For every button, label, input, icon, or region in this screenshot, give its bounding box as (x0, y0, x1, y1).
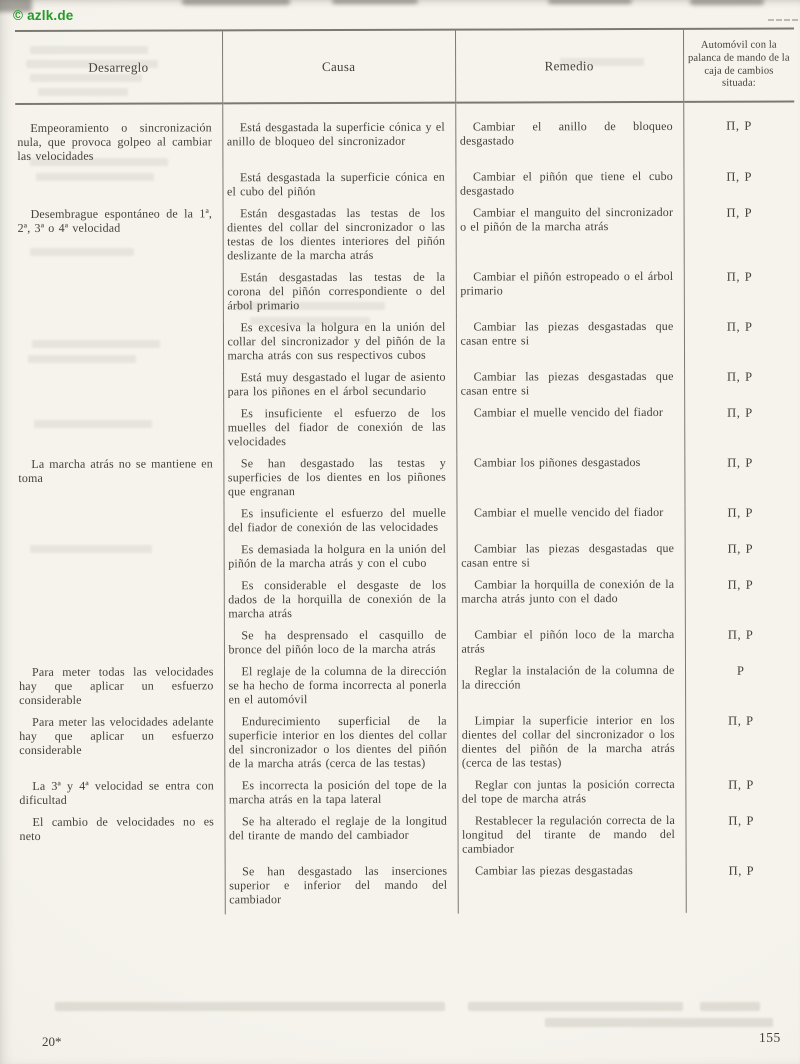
bleed-through (468, 1002, 683, 1011)
cell-causa: Está desgastada la superficie cónica en el cubo del piñón (222, 170, 455, 207)
cell-desarreglo (15, 170, 222, 207)
cell-remedio: Cambiar el piñón que tiene el cubo desgastado (455, 169, 683, 206)
cell-lever-position: П, Р (684, 319, 795, 369)
cell-desarreglo: El cambio de velocidades no es neto (19, 814, 215, 843)
cell-causa: Es insuficiente el esfuerzo del muelle del fiador de conexión de las velocidades (223, 506, 456, 543)
bleed-through (55, 1002, 445, 1011)
cell-desarreglo (16, 270, 223, 321)
cell-causa: Es incorrecta la posición del tope de la marcha atrás en la tapa lateral (224, 778, 457, 815)
cell-desarreglo (16, 320, 223, 371)
cell-causa: Es insuficiente el esfuerzo de los muelles del fiador de conexión de las velocidades (223, 406, 456, 457)
cell-desarreglo (16, 406, 223, 457)
cell-desarreglo (17, 628, 224, 665)
cell-causa: El reglaje de la columna de la dirección se ha hecho de forma incorrecta al ponerla en el automóvil (224, 664, 457, 715)
cell-lever-position: П, Р (684, 455, 795, 505)
cell-lever-position: П, Р (685, 627, 796, 663)
cell-lever-position: П, Р (684, 405, 795, 455)
cell-causa: Es demasiada la holgura en la unión del piñón de la marcha atrás y con el cubo (224, 542, 457, 579)
page-number: 155 (759, 1030, 781, 1045)
cell-remedio: Cambiar la horquilla de conexión de la marcha atrás junto con el dado (457, 577, 685, 628)
table-row (17, 663, 796, 715)
cell-lever-position: П, Р (684, 269, 795, 319)
table-row (17, 713, 796, 779)
cell-lever-position: П, Р (683, 102, 794, 169)
table-row (17, 577, 796, 629)
table-row (16, 505, 795, 543)
scan-artifact (182, 0, 290, 5)
cell-lever-position: Р (685, 663, 796, 713)
cell-desarreglo: Para meter las velocidades adelante hay que aplicar un esfuerzo considerable (19, 714, 214, 757)
cell-remedio: Cambiar el muelle vencido del fiador (456, 505, 684, 542)
cell-remedio: Cambiar el anillo de bloqueo desgastado (455, 102, 683, 170)
chapter-signature: 20* (42, 1034, 62, 1049)
cell-desarreglo (17, 578, 224, 629)
cell-desarreglo: Desembrague espontáneo de la 1ª, 2ª, 3ª o 4ª velocidad (17, 206, 213, 235)
troubleshooting-table-wrap (15, 28, 797, 915)
cell-lever-position: П, Р (686, 863, 797, 913)
cell-causa: Endurecimiento superficial de la superficie interior en los dientes del collar del sincronizador o los dientes del piñón de la marcha atrás (cerca de las testas) (224, 714, 457, 779)
table-row (15, 102, 794, 171)
col-header-causa: Causa (222, 30, 455, 104)
cell-remedio: Cambiar las piezas desgastadas que casan entre si (456, 369, 684, 406)
cell-lever-position: П, Р (684, 369, 795, 405)
cell-desarreglo: Para meter todas las velocidades hay que aplicar un esfuerzo considerable (19, 664, 214, 707)
cell-desarreglo (17, 542, 224, 579)
cell-desarreglo (18, 864, 225, 915)
cell-causa: Está muy desgastado el lugar de asiento para los piñones en el árbol secundario (223, 370, 456, 407)
cell-remedio: Cambiar el piñón loco de la marcha atrás (457, 627, 685, 664)
cell-causa: Se han desgastado las inserciones superior e inferior del mando del cambiador (225, 864, 458, 915)
cell-remedio: Cambiar las piezas desgastadas (458, 863, 686, 914)
cell-remedio: Reglar la instalación de la columna de la dirección (457, 663, 685, 714)
cell-desarreglo (16, 370, 223, 407)
cell-lever-position: П, Р (684, 505, 795, 541)
col-header-remedio: Remedio (455, 29, 683, 103)
cell-desarreglo: La marcha atrás no se mantiene en toma (18, 456, 213, 485)
table-row (16, 269, 795, 321)
cell-remedio: Cambiar los piñones desgastados (456, 455, 684, 506)
cell-causa: Es considerable el desgaste de los dados de la horquilla de conexión de la marcha atrás (224, 578, 457, 629)
table-row (16, 369, 795, 407)
cell-causa: Se ha alterado el reglaje de la longitud del tirante de mando del cambiador (224, 814, 457, 865)
watermark: © azlk.de (13, 8, 74, 23)
cell-remedio: Restablecer la regulación correcta de la longitud del tirante de mando del cambiador (457, 813, 685, 864)
table-body (15, 102, 797, 915)
cell-causa: Se han desgastado las testas y superficies de los dientes en los piñones que engranan (223, 456, 456, 507)
table-row (16, 455, 795, 507)
col-header-lever-position: Automóvil con la palanca de mando de la caja de cambios situada: (683, 29, 794, 102)
cell-lever-position: П, Р (685, 777, 796, 813)
col-header-desarreglo: Desarreglo (15, 30, 222, 104)
cell-causa: Están desgastadas las testas de los dientes del collar del sincronizador o las testas de los dientes interiores del piñón deslizante de la marcha atrás (223, 206, 456, 271)
cell-remedio: Reglar con juntas la posición correcta del tope de marcha atrás (457, 777, 685, 814)
cell-remedio: Cambiar el muelle vencido del fiador (456, 405, 684, 456)
cell-remedio: Cambiar las piezas desgastadas que casan entre si (456, 319, 684, 370)
cell-lever-position: П, Р (683, 169, 794, 205)
cell-desarreglo: Empeoramiento o sincronización nula, que provoca golpeo al cambiar las velocidades (17, 120, 212, 163)
cell-lever-position: П, Р (685, 577, 796, 627)
bleed-through (700, 1002, 760, 1011)
table-row (15, 169, 794, 207)
scan-artifact (332, 0, 418, 4)
cell-lever-position: П, Р (685, 813, 796, 863)
table-row (17, 541, 796, 579)
table-row (17, 627, 796, 665)
cell-desarreglo (16, 506, 223, 543)
bleed-through (545, 1018, 773, 1027)
cell-causa: Está desgastada la superficie cónica y el anillo de bloqueo del sincronizador (222, 103, 455, 171)
scan-artifact (768, 19, 798, 21)
cell-remedio: Cambiar las piezas desgastadas que casan entre si (457, 541, 685, 578)
scan-artifact (548, 0, 632, 4)
cell-desarreglo: La 3ª y 4ª velocidad se entra con dificultad (19, 778, 214, 807)
cell-lever-position: П, Р (685, 713, 796, 777)
cell-remedio: Cambiar el manguito del sincronizador o el piñón de la marcha atrás (456, 205, 684, 270)
table-row (16, 205, 795, 271)
table-row (16, 405, 795, 457)
troubleshooting-table (15, 28, 797, 915)
cell-remedio: Cambiar el piñón estropeado o el árbol primario (456, 269, 684, 320)
table-row (18, 863, 797, 915)
cell-lever-position: П, Р (685, 541, 796, 577)
table-row (17, 777, 796, 815)
header-row (15, 29, 794, 104)
scan-artifact (690, 0, 764, 5)
cell-remedio: Limpiar la superficie interior en los dientes del collar del sincronizador o los dientes del piñón de la marcha atrás (cerca de las testas) (457, 713, 685, 778)
table-row (16, 319, 795, 371)
cell-causa: Es excesiva la holgura en la unión del collar del sincronizador y del piñón de la marcha atrás con sus respectivos cubos (223, 320, 456, 371)
cell-causa: Se ha desprensado el casquillo de bronce del piñón loco de la marcha atrás (224, 628, 457, 665)
cell-lever-position: П, Р (684, 205, 795, 269)
cell-causa: Están desgastadas las testas de la corona del piñón correspondiente o del árbol primario (223, 270, 456, 321)
table-row (17, 813, 796, 865)
